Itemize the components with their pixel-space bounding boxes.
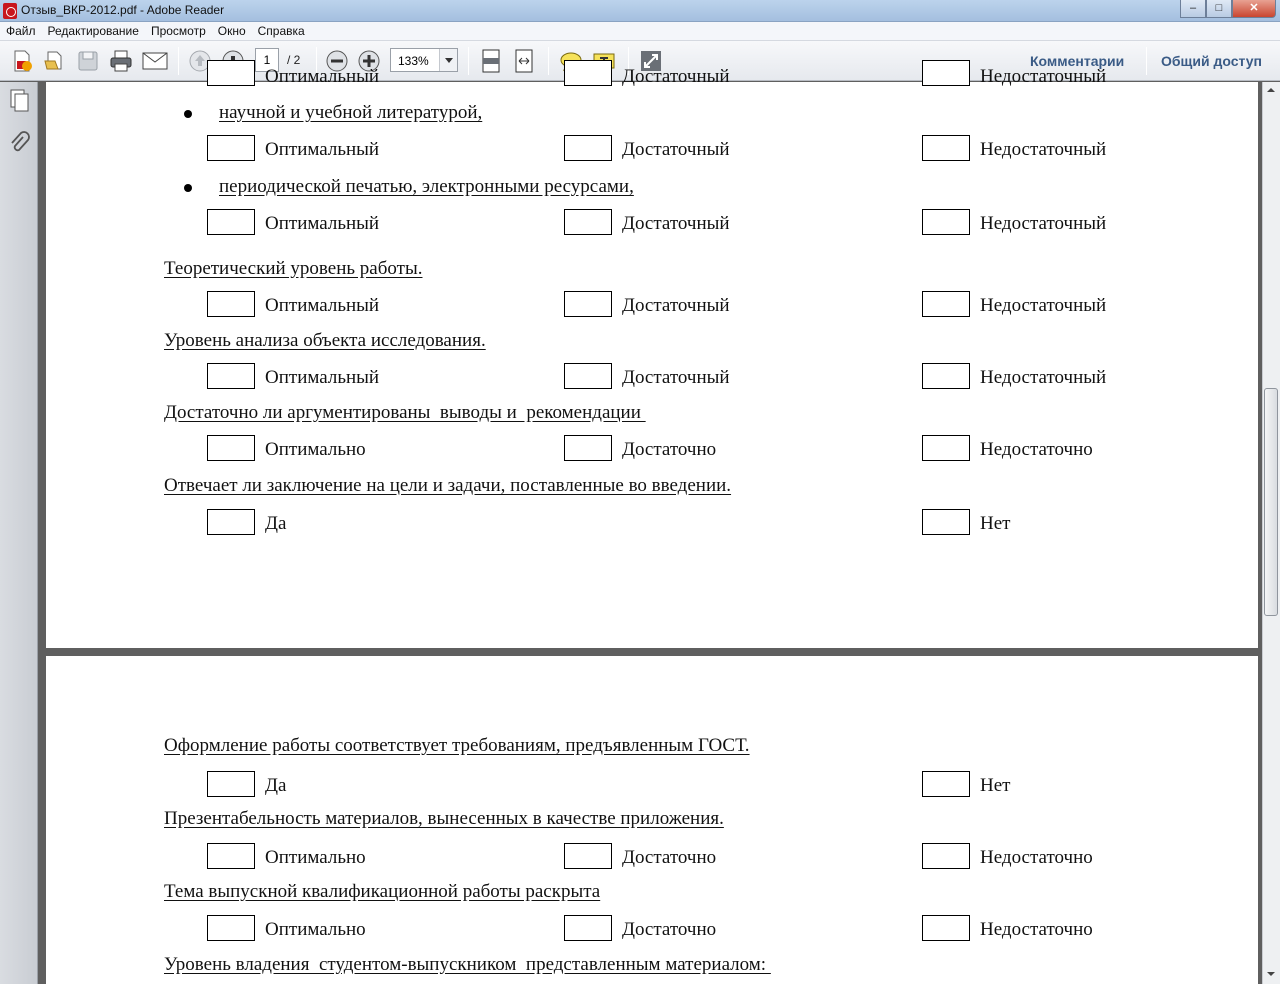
- question-heading: Оформление работы соответствует требованиям, предъявленным ГОСТ.: [164, 735, 750, 756]
- save-button[interactable]: [74, 49, 102, 73]
- checkbox-optimal[interactable]: [207, 363, 255, 389]
- fit-page-icon: [480, 49, 502, 73]
- option-no-label: Нет: [980, 775, 1011, 796]
- attachments-button[interactable]: [6, 131, 32, 155]
- bullet: [184, 184, 192, 192]
- option-insufficient-label: Недостаточный: [980, 213, 1107, 234]
- chevron-down-icon[interactable]: [439, 49, 457, 71]
- toolbar-separator: [548, 47, 549, 75]
- navigation-pane: [0, 82, 38, 984]
- option-yes-label: Да: [265, 775, 287, 796]
- page-total: / 2: [287, 53, 301, 67]
- print-button[interactable]: [106, 49, 136, 73]
- email-button[interactable]: [140, 49, 170, 73]
- option-sufficient-label: Достаточный: [622, 139, 730, 160]
- option-optimal-label: Оптимальный: [265, 213, 380, 234]
- checkbox-sufficient[interactable]: [564, 843, 612, 869]
- toolbar-separator: [1146, 47, 1147, 75]
- document-page-2: [46, 656, 1258, 984]
- question-heading: Теоретический уровень работы.: [164, 258, 423, 279]
- checkbox-sufficient[interactable]: [564, 435, 612, 461]
- window-controls: [1180, 0, 1276, 18]
- checkbox-insufficient[interactable]: [922, 209, 970, 235]
- fit-page-button[interactable]: [477, 49, 505, 73]
- checkbox-sufficient[interactable]: [564, 135, 612, 161]
- checkbox-optimal[interactable]: [207, 209, 255, 235]
- document-page-1: [46, 66, 1258, 648]
- checkbox-optimal[interactable]: [207, 60, 255, 86]
- toolbar-separator: [178, 47, 179, 75]
- list-item: периодической печатью, электронными ресурсами,: [219, 176, 634, 197]
- option-optimal-label: Оптимально: [265, 439, 366, 460]
- option-optimal-label: Оптимально: [265, 919, 366, 940]
- question-heading: Достаточно ли аргументированы выводы и рекомендации: [164, 402, 646, 423]
- fit-width-icon: [513, 49, 535, 73]
- comments-tab[interactable]: Комментарии: [1030, 53, 1125, 69]
- checkbox-sufficient[interactable]: [564, 363, 612, 389]
- print-icon: [109, 49, 133, 73]
- checkbox-sufficient[interactable]: [564, 291, 612, 317]
- page-thumbnails-button[interactable]: [6, 88, 32, 112]
- menu-file[interactable]: Файл: [6, 24, 36, 38]
- checkbox-sufficient[interactable]: [564, 209, 612, 235]
- minimize-button[interactable]: –: [1180, 0, 1206, 18]
- scroll-up-arrow-icon[interactable]: [1263, 82, 1279, 98]
- menu-edit[interactable]: Редактирование: [47, 24, 139, 38]
- title-bar: [0, 0, 1280, 22]
- option-yes-label: Да: [265, 513, 287, 534]
- zoom-value: 133%: [398, 54, 429, 68]
- question-heading: Уровень анализа объекта исследования.: [164, 330, 486, 351]
- option-insufficient-label: Недостаточно: [980, 919, 1093, 940]
- question-heading: Уровень владения студентом-выпускником представленным материалом:: [164, 954, 771, 975]
- share-tab[interactable]: Общий доступ: [1161, 53, 1262, 69]
- option-insufficient-label: Недостаточный: [980, 139, 1107, 160]
- checkbox-optimal[interactable]: [207, 291, 255, 317]
- zoom-select[interactable]: [390, 48, 458, 72]
- option-insufficient-label: Недостаточно: [980, 439, 1093, 460]
- checkbox-optimal[interactable]: [207, 135, 255, 161]
- window-title: Отзыв_ВКР-2012.pdf - Adobe Reader: [21, 3, 225, 17]
- bullet: [184, 110, 192, 118]
- question-heading: Отвечает ли заключение на цели и задачи, поставленные во введении.: [164, 475, 732, 496]
- save-icon: [77, 50, 99, 72]
- checkbox-insufficient[interactable]: [922, 291, 970, 317]
- checkbox-insufficient[interactable]: [922, 135, 970, 161]
- scroll-down-arrow-icon[interactable]: [1263, 966, 1279, 982]
- option-no-label: Нет: [980, 513, 1011, 534]
- option-insufficient-label: Недостаточный: [980, 66, 1107, 87]
- checkbox-sufficient[interactable]: [564, 60, 612, 86]
- option-sufficient-label: Достаточно: [622, 439, 717, 460]
- checkbox-yes[interactable]: [207, 509, 255, 535]
- checkbox-insufficient[interactable]: [922, 915, 970, 941]
- open-button[interactable]: [40, 49, 68, 73]
- menu-view[interactable]: Просмотр: [150, 24, 206, 38]
- option-optimal-label: Оптимальный: [265, 139, 380, 160]
- option-optimal-label: Оптимальный: [265, 367, 380, 388]
- checkbox-no[interactable]: [922, 509, 970, 535]
- page-number-input[interactable]: 1: [255, 48, 279, 72]
- list-item: научной и учебной литературой,: [219, 102, 483, 123]
- option-sufficient-label: Достаточный: [622, 213, 730, 234]
- option-sufficient-label: Достаточный: [622, 295, 730, 316]
- option-insufficient-label: Недостаточно: [980, 847, 1093, 868]
- close-button[interactable]: ✕: [1232, 0, 1276, 18]
- option-sufficient-label: Достаточный: [622, 367, 730, 388]
- option-optimal-label: Оптимальный: [265, 295, 380, 316]
- option-insufficient-label: Недостаточный: [980, 367, 1107, 388]
- option-sufficient-label: Достаточно: [622, 919, 717, 940]
- checkbox-insufficient[interactable]: [922, 843, 970, 869]
- menu-bar: [0, 22, 1280, 41]
- option-sufficient-label: Достаточный: [622, 66, 730, 87]
- option-insufficient-label: Недостаточный: [980, 295, 1107, 316]
- checkbox-sufficient[interactable]: [564, 915, 612, 941]
- paperclip-icon: [8, 131, 30, 155]
- open-folder-icon: [42, 49, 66, 73]
- checkbox-yes[interactable]: [207, 771, 255, 797]
- fit-width-button[interactable]: [510, 49, 538, 73]
- checkbox-optimal[interactable]: [207, 915, 255, 941]
- toolbar-separator: [468, 47, 469, 75]
- checkbox-optimal[interactable]: [207, 435, 255, 461]
- option-optimal-label: Оптимальный: [265, 66, 380, 87]
- checkbox-insufficient[interactable]: [922, 60, 970, 86]
- question-heading: Презентабельность материалов, вынесенных в качестве приложения.: [164, 808, 724, 829]
- checkbox-optimal[interactable]: [207, 843, 255, 869]
- option-optimal-label: Оптимально: [265, 847, 366, 868]
- checkbox-no[interactable]: [922, 771, 970, 797]
- maximize-button[interactable]: □: [1206, 0, 1232, 18]
- question-heading: Тема выпускной квалификационной работы раскрыта: [164, 881, 601, 902]
- menu-window[interactable]: Окно: [217, 24, 246, 38]
- option-sufficient-label: Достаточно: [622, 847, 717, 868]
- pages-icon: [8, 88, 30, 112]
- scrollbar-thumb[interactable]: [1264, 388, 1278, 616]
- menu-help[interactable]: Справка: [257, 24, 305, 38]
- checkbox-insufficient[interactable]: [922, 435, 970, 461]
- adobe-reader-icon: [3, 3, 17, 19]
- checkbox-insufficient[interactable]: [922, 363, 970, 389]
- email-icon: [142, 51, 168, 71]
- create-pdf-icon: [10, 49, 34, 73]
- create-pdf-button[interactable]: [8, 49, 36, 73]
